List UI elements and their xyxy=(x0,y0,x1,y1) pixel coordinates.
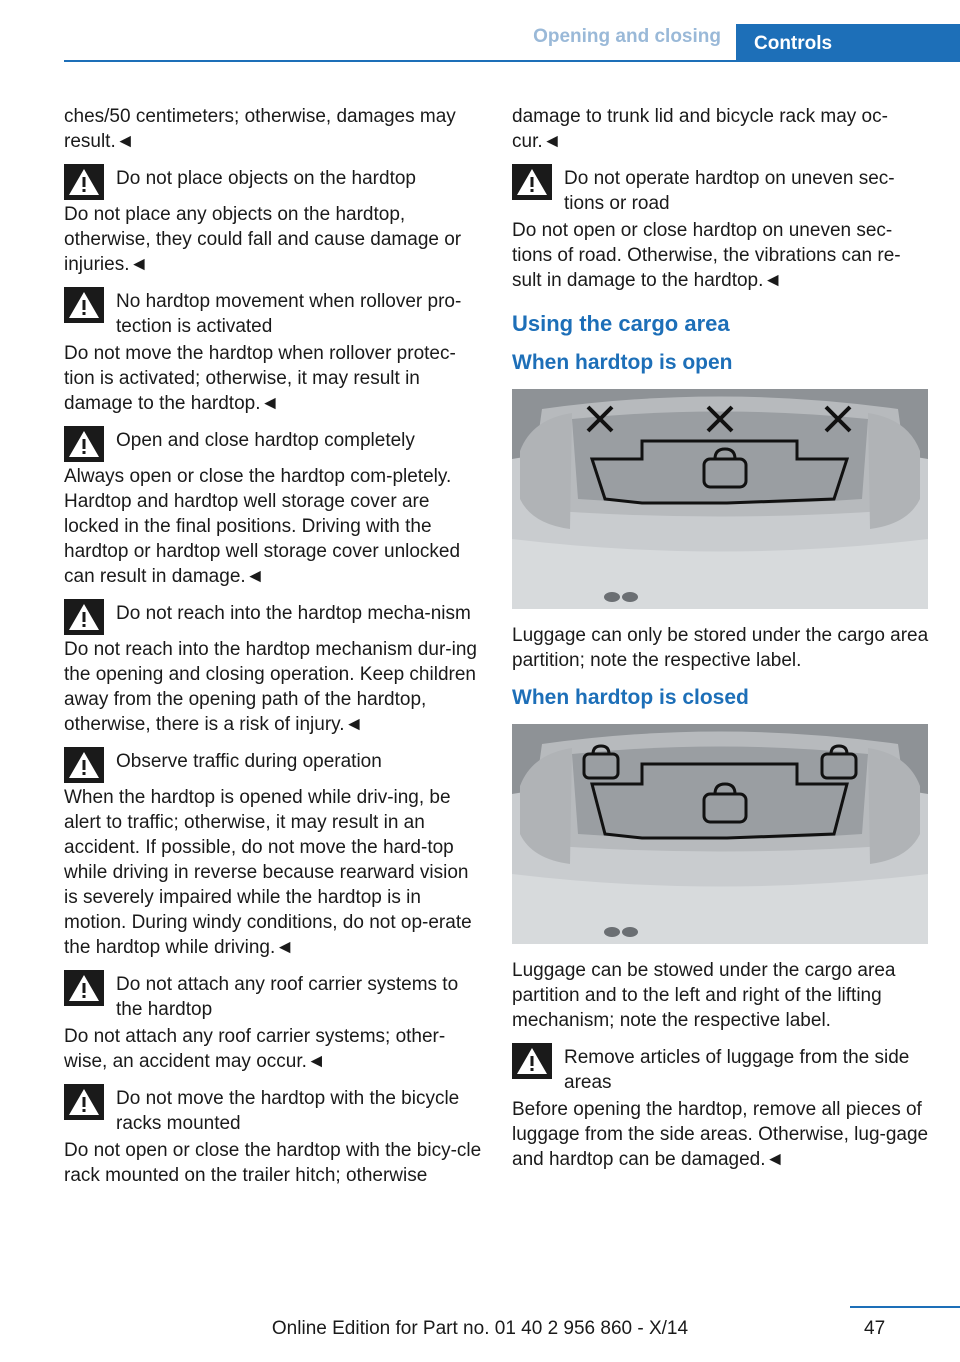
warning-title: Open and close hardtop completely xyxy=(116,430,415,451)
warning-title: Observe traffic during operation xyxy=(116,751,382,772)
heading-hardtop-open: When hardtop is open xyxy=(512,351,733,374)
warning-mechanism xyxy=(64,601,482,737)
warning-triangle-icon xyxy=(512,164,552,200)
warning-title: Do not reach into the hardtop mecha-nism xyxy=(116,603,471,624)
footer-rule xyxy=(850,1306,960,1308)
page-number: 47 xyxy=(864,1318,886,1339)
trunk-open-illustration xyxy=(512,389,928,609)
trunk-closed-illustration xyxy=(512,724,928,944)
text-hardtop-closed: Luggage can be stowed under the cargo area partition and to the left and right of the lifting mechanism; note the respective label. xyxy=(512,960,896,1031)
heading-hardtop-closed: When hardtop is closed xyxy=(512,686,749,709)
warning-body: Do not open or close hardtop on uneven sec-tions of road. Otherwise, the vibrations can re-sult in damage to the hardtop.◄ xyxy=(512,220,901,291)
warning-title: Do not place objects on the hardtop xyxy=(116,168,416,189)
warning-bicycle-rack xyxy=(64,1086,482,1188)
warning-traffic xyxy=(64,749,482,960)
warning-title: Remove articles of luggage from the side areas xyxy=(564,1047,910,1093)
warning-uneven-road xyxy=(512,166,930,293)
warning-body: Always open or close the hardtop com-pletely. Hardtop and hardtop well storage cover are locked in the final positions. Driving with the hardtop or hardtop well storage cover unlocked can result in damage.◄ xyxy=(64,466,461,587)
chapter-tab: Controls xyxy=(736,24,960,62)
page-header xyxy=(0,0,960,62)
warning-body: Do not move the hardtop when rollover protec-tion is activated; otherwise, it may result in damage to the hardtop.◄ xyxy=(64,343,456,414)
warning-body: Do not place any objects on the hardtop, otherwise, they could fall and cause damage or injuries.◄ xyxy=(64,204,462,275)
right-column xyxy=(512,104,930,1184)
warning-roof-carrier xyxy=(64,972,482,1074)
warning-rollover xyxy=(64,289,482,416)
text-hardtop-open: Luggage can only be stored under the cargo area partition; note the respective label. xyxy=(512,625,929,671)
warning-body: Do not reach into the hardtop mechanism dur-ing the opening and closing operation. Keep children away from the opening path of the hardtop, otherwise, there is a risk of injury.◄ xyxy=(64,639,477,735)
header-rule xyxy=(64,60,960,62)
warning-title: Do not attach any roof carrier systems to the hardtop xyxy=(116,974,459,1020)
warning-side-areas xyxy=(512,1045,930,1172)
edition-footer: Online Edition for Part no. 01 40 2 956 860 - X/14 xyxy=(271,1318,689,1339)
warning-triangle-icon xyxy=(64,747,104,783)
warning-triangle-icon xyxy=(64,599,104,635)
warning-triangle-icon xyxy=(512,1043,552,1079)
warning-body: Do not open or close the hardtop with the bicy-cle rack mounted on the trailer hitch; otherwise xyxy=(64,1140,482,1186)
intro-text: damage to trunk lid and bicycle rack may oc-cur.◄ xyxy=(512,106,888,152)
warning-triangle-icon xyxy=(64,970,104,1006)
left-column xyxy=(64,104,482,1200)
section-title: Opening and closing xyxy=(533,26,721,47)
warning-complete xyxy=(64,428,482,589)
warning-body: Before opening the hardtop, remove all pieces of luggage from the side areas. Otherwise, lug-gage and hardtop can be damaged.◄ xyxy=(512,1099,929,1170)
warning-body: When the hardtop is opened while driv-ing, be alert to traffic; otherwise, it may result in an accident. If possible, do not move the hard-top while driving in reverse because rearward vision is severely impaired while the hardtop is in motion. During windy conditions, do not op-erate the hardtop while driving.◄ xyxy=(64,787,472,958)
heading-cargo-area: Using the cargo area xyxy=(512,311,730,336)
warning-triangle-icon xyxy=(64,287,104,323)
warning-title: Do not operate hardtop on uneven sec-tions or road xyxy=(564,168,895,214)
warning-no-objects xyxy=(64,166,482,277)
warning-triangle-icon xyxy=(64,164,104,200)
warning-triangle-icon xyxy=(64,426,104,462)
warning-triangle-icon xyxy=(64,1084,104,1120)
warning-title: Do not move the hardtop with the bicycle racks mounted xyxy=(116,1088,460,1134)
intro-text: ches/50 centimeters; otherwise, damages may result.◄ xyxy=(64,106,456,152)
warning-body: Do not attach any roof carrier systems; other-wise, an accident may occur.◄ xyxy=(64,1026,446,1072)
warning-title: No hardtop movement when rollover pro-tection is activated xyxy=(116,291,462,337)
